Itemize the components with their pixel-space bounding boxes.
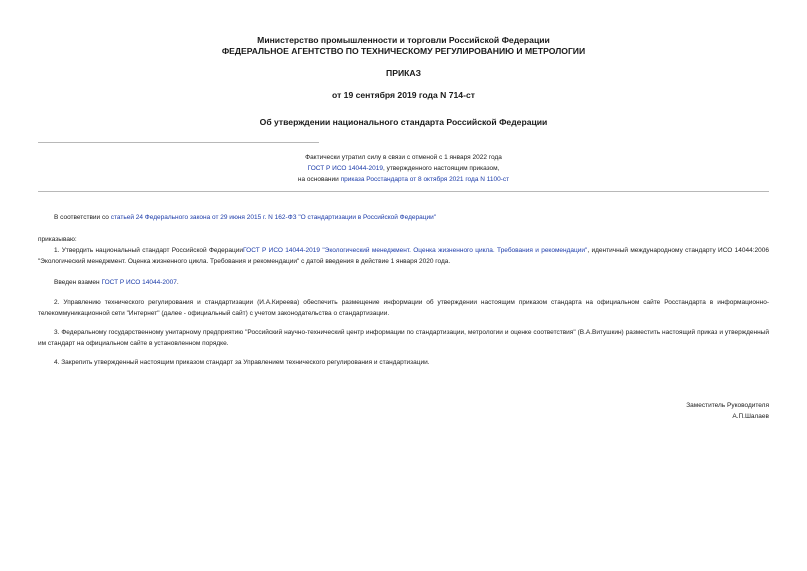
order-word: приказываю: [38, 236, 77, 243]
agency-name: ФЕДЕРАЛЬНОЕ АГЕНТСТВО ПО ТЕХНИЧЕСКОМУ РЕГУЛИРОВАНИЮ И МЕТРОЛОГИИ [221, 46, 586, 56]
gost-2019-link[interactable]: ГОСТ Р ИСО 14044-2019 [307, 165, 383, 172]
document-date-number: от 19 сентября 2019 года N 714-ст [332, 90, 475, 100]
gost-iso-14044-2007-link[interactable]: ГОСТ Р ИСО 14044-2007 [101, 279, 177, 286]
preamble-paragraph: В соответствии со статьей 24 Федерального закона от 29 июня 2015 г. N 162-ФЗ "О стандартизации в Российской Федерации" [54, 214, 437, 221]
ministry-name: Министерство промышленности и торговли Российской Федерации [257, 35, 550, 45]
divider-top [38, 142, 319, 143]
item-3-paragraph: 3. Федеральному государственному унитарному предприятию "Российский научно-технический центр информации по стандартизации, метрологии и оценке соответствия" (В.А.Витушкин) разместить настоящий приказ и утвержденный им стандарт на официальном сайте в установленном порядке. [38, 329, 769, 347]
rosstandart-order-link[interactable]: приказа Росстандарта от 8 октября 2021 года N 1100-ст [340, 176, 510, 183]
status-note-line2: ГОСТ Р ИСО 14044-2019, утвержденного настоящим приказом, [307, 165, 500, 172]
item-4-paragraph: 4. Закрепить утвержденный настоящим приказом стандарт за Управлением технического регулирования и стандартизации. [54, 359, 430, 366]
gost-iso-14044-2019-link[interactable]: ГОСТ Р ИСО 14044-2019 "Экологический менеджмент. Оценка жизненного цикла. Требования и рекомендации" [243, 247, 588, 254]
item-2-paragraph: 2. Управлению технического регулирования и стандартизации (И.А.Киреева) обеспечить размещение информации об утверждении настоящим приказом стандарта на официальном сайте Росстандарта в информационно-телекоммуникационной сети "Интернет" (далее - официальный сайт) с учетом законодательства о стандартизации. [38, 299, 769, 317]
document-title: Об утверждении национального стандарта Российской Федерации [259, 117, 548, 127]
item-1-paragraph: 1. Утвердить национальный стандарт Российской ФедерацииГОСТ Р ИСО 14044-2019 "Экологический менеджмент. Оценка жизненного цикла. Требования и рекомендации", идентичный международному стандарту ИСО 14044:2006 "Экологический менеджмент. Оценка жизненного цикла. Требования и рекомендации" с датой введения в действие 1 января 2020 года. [38, 247, 769, 265]
replacement-paragraph: Введен взамен ГОСТ Р ИСО 14044-2007. [54, 279, 179, 286]
status-note-line3: на основании приказа Росстандарта от 8 октября 2021 года N 1100-ст [297, 176, 510, 183]
status-note-line1: Фактически утратил силу в связи с отменой с 1 января 2022 года [305, 154, 502, 161]
federal-law-link[interactable]: статьей 24 Федерального закона от 29 июня 2015 г. N 162-ФЗ "О стандартизации в Российской Федерации" [110, 214, 437, 221]
divider-bottom [38, 191, 769, 192]
document-type: ПРИКАЗ [386, 68, 421, 78]
signatory-position: Заместитель Руководителя [686, 402, 769, 409]
signatory-name: А.П.Шалаев [732, 413, 769, 420]
